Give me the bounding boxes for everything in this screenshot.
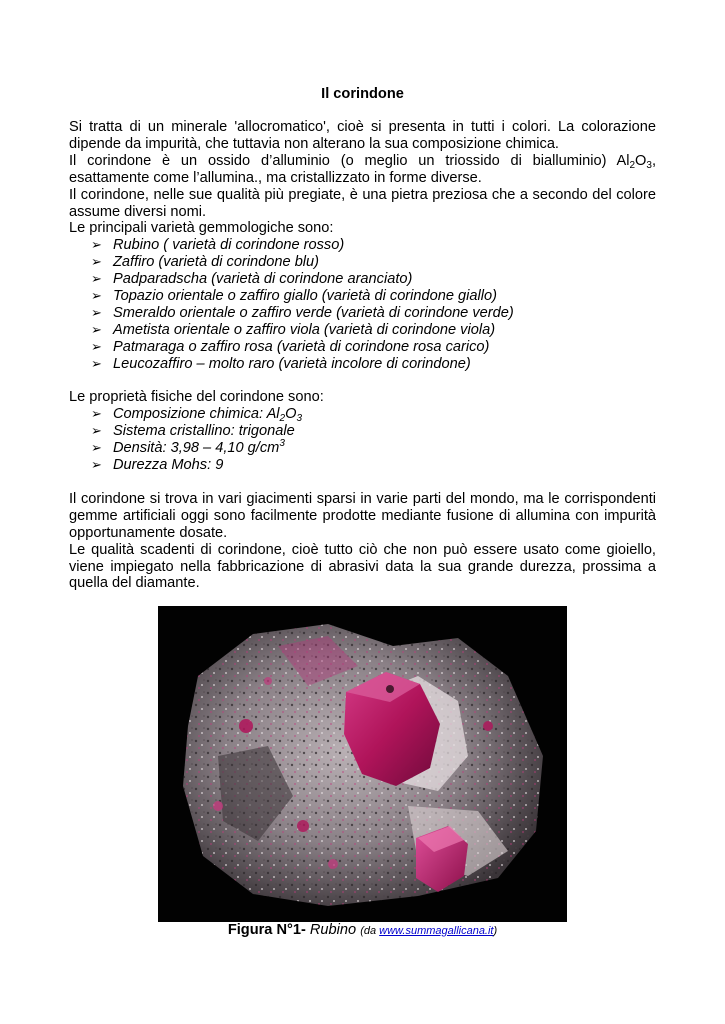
paragraph-spacer — [69, 373, 656, 390]
arrow-bullet-icon: ➢ — [91, 338, 102, 354]
list-item-variety — [91, 322, 656, 339]
variety-label: Ametista orientale o zaffiro viola (varietà di corindone viola) — [113, 321, 496, 338]
list-item-property — [91, 457, 656, 474]
variety-label: Patmaraga o zaffiro rosa (varietà di corindone rosa carico) — [113, 338, 490, 355]
arrow-bullet-icon: ➢ — [91, 355, 102, 371]
paragraph-giacimenti: Il corindone si trova in vari giacimenti sparsi in varie parti del mondo, ma le corrispondenti gemme artificiali oggi sono facilmente prodotte mediante fusione di allumina con impurità opportunamente dosate. — [69, 490, 656, 541]
variety-label: Zaffiro (varietà di corindone blu) — [113, 254, 320, 271]
density-exponent: 3 — [279, 438, 285, 450]
paragraph-proprieta-intro: Le proprietà fisiche del corindone sono: — [69, 389, 324, 406]
arrow-bullet-icon: ➢ — [91, 457, 102, 473]
arrow-bullet-icon: ➢ — [91, 423, 102, 439]
variety-label: Smeraldo orientale o zaffiro verde (varietà di corindone verde) — [113, 304, 514, 321]
list-item-variety — [91, 254, 656, 271]
list-item-property — [91, 406, 656, 423]
varieties-list — [69, 237, 656, 372]
property-composition: Composizione chimica: — [113, 406, 267, 423]
formula-al: Al — [266, 406, 280, 423]
formula-sub-2: 2 — [629, 159, 636, 171]
arrow-bullet-icon: ➢ — [91, 254, 102, 270]
list-item-variety — [91, 339, 656, 356]
ruby-mineral-illustration — [158, 606, 567, 922]
arrow-bullet-icon: ➢ — [91, 288, 102, 304]
property-system: Sistema cristallino: trigonale — [113, 423, 295, 440]
paragraph-abrasivi: Le qualità scadenti di corindone, cioè tutto ciò che non può essere usato come gioiello, viene impiegato nella fabbricazione di abrasivi data la sua grande durezza, prossima a quella del diamante. — [69, 541, 656, 592]
variety-label: Rubino ( varietà di corindone rosso) — [113, 237, 345, 254]
arrow-bullet-icon: ➢ — [91, 237, 102, 253]
arrow-bullet-icon: ➢ — [91, 406, 102, 422]
paragraph-spacer — [69, 474, 656, 491]
arrow-bullet-icon: ➢ — [91, 440, 102, 456]
list-item-property — [91, 440, 656, 457]
caption-source-open: (da — [360, 925, 380, 937]
document-body — [69, 119, 656, 592]
list-item-variety — [91, 288, 656, 305]
paragraph-pietra-preziosa: Il corindone, nelle sue qualità più pregiate, è una pietra preziosa che a secondo del colore assume diversi nomi. — [69, 186, 656, 220]
caption-source-close: ) — [493, 925, 498, 937]
paragraph-ossido-cont: esattamente come l’allumina., ma cristallizzato in forme diverse. — [69, 169, 482, 186]
ruby-photo — [158, 606, 567, 922]
variety-label: Leucozaffiro – molto raro (varietà incolore di corindone) — [113, 355, 471, 372]
list-item-variety — [91, 305, 656, 322]
formula-o: O — [285, 406, 297, 423]
caption-label: Figura N°1- — [227, 922, 306, 938]
property-density: Densità: 3,98 – 4,10 g/cm — [113, 440, 280, 457]
caption-source — [360, 925, 497, 937]
variety-label: Padparadscha (varietà di corindone aranciato) — [113, 271, 413, 288]
list-item-property — [91, 423, 656, 440]
paragraph-allocromatico: Si tratta di un minerale 'allocromatico', cioè si presenta in tutti i colori. La colorazione dipende da impurità, che tuttavia non alterano la sua composizione chimica. — [69, 119, 656, 152]
property-hardness: Durezza Mohs: 9 — [113, 457, 224, 474]
formula-o: O — [635, 152, 647, 169]
list-item-variety — [91, 271, 656, 288]
paragraph-varieta-intro: Le principali varietà gemmologiche sono: — [69, 220, 334, 237]
source-link[interactable]: www.summagallicana.it — [379, 925, 494, 937]
list-item-variety — [91, 237, 656, 254]
caption-name: Rubino — [309, 922, 357, 938]
formula-sub-3: 3 — [646, 159, 652, 171]
figure-caption — [0, 922, 725, 940]
arrow-bullet-icon: ➢ — [91, 304, 102, 320]
list-item-variety — [91, 356, 656, 373]
page-title: Il corindone — [321, 86, 404, 102]
arrow-bullet-icon: ➢ — [91, 321, 102, 337]
formula-comma: , — [651, 152, 656, 169]
variety-label: Topazio orientale o zaffiro giallo (varietà di corindone giallo) — [113, 288, 497, 305]
paragraph-ossido — [69, 153, 656, 187]
properties-list — [69, 406, 656, 474]
paragraph-ossido-text: Il corindone è un ossido d’alluminio (o meglio un triossido di bialluminio) Al — [69, 152, 630, 169]
formula-sub-3: 3 — [296, 413, 303, 425]
arrow-bullet-icon: ➢ — [91, 271, 102, 287]
formula-sub-2: 2 — [279, 413, 286, 425]
